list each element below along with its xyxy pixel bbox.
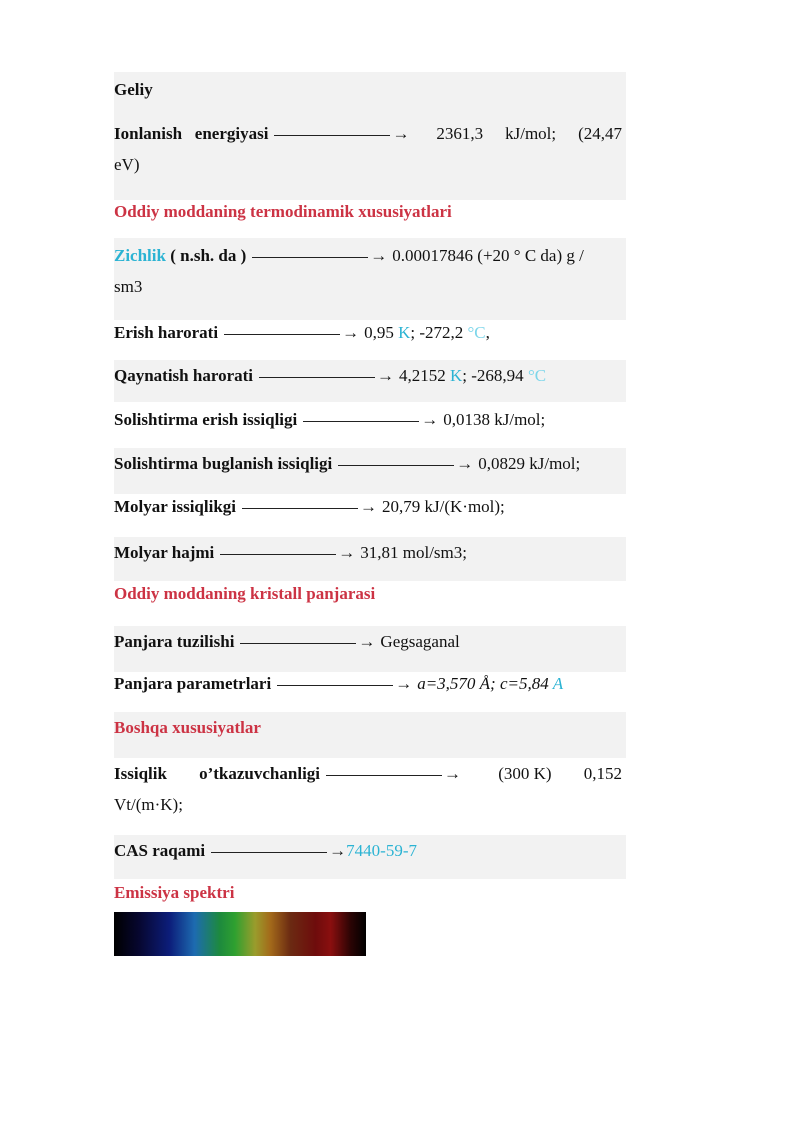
molar-volume-row	[114, 537, 626, 581]
ion-label: Ionlanish	[114, 124, 183, 143]
lattice-structure-row	[114, 626, 626, 672]
ion-ev-end: eV)	[114, 155, 140, 174]
leader-line	[274, 135, 390, 136]
arrow: →	[329, 841, 347, 860]
lattice-parameters-label: Panjara parametrlari	[114, 674, 272, 693]
arrow: →	[421, 410, 439, 429]
lattice-structure-value: Gegsaganal	[380, 632, 460, 651]
thermal-label-2: o’tkazuvchanligi	[199, 764, 321, 783]
lattice-structure-label: Panjara tuzilishi	[114, 632, 235, 651]
leader-line	[277, 685, 393, 686]
arrow: →	[456, 454, 474, 473]
thermal-unit: Vt/(m·K);	[114, 795, 183, 814]
arrow: →	[360, 497, 378, 516]
arrow: →	[392, 124, 410, 143]
ionization-row	[114, 118, 626, 180]
density-block	[114, 238, 626, 320]
melting-comma: ,	[485, 323, 490, 342]
element-name: Geliy	[114, 80, 153, 99]
molar-heat-value: 20,79 kJ/(K·mol);	[382, 497, 505, 516]
arrow: →	[395, 674, 413, 693]
cas-row	[114, 835, 626, 879]
melting-value-c: ; -272,2	[410, 323, 468, 342]
arrow: →	[370, 246, 388, 265]
density-label: ( n.sh. da )	[165, 246, 247, 265]
specific-vaporization-value: 0,0829 kJ/mol;	[478, 454, 581, 473]
lattice-parameters-row	[114, 668, 626, 699]
cas-number-link[interactable]: 7440-59-7	[346, 841, 417, 860]
leader-line	[303, 421, 419, 422]
angstrom-link[interactable]: A	[552, 674, 564, 693]
specific-vaporization-label: Solishtirma buglanish issiqligi	[114, 454, 333, 473]
thermal-label: Issiqlik	[114, 764, 167, 783]
density-unit: sm3	[114, 277, 143, 296]
ion-label-2: energiyasi	[194, 124, 269, 143]
celsius-link[interactable]: °C	[527, 366, 547, 385]
density-value: 0.00017846 (+20 ° C da) g /	[392, 246, 584, 265]
molar-volume-value: 31,81 mol/sm3;	[360, 543, 467, 562]
thermal-value: 0,152	[583, 764, 622, 783]
arrow: →	[444, 764, 462, 783]
section-heading-crystal: Oddiy moddaning kristall panjarasi	[114, 584, 376, 603]
ion-value: 2361,3	[436, 124, 484, 143]
molar-heat-label: Molyar issiqlikgi	[114, 497, 237, 516]
thermal-temp: (300 K)	[498, 764, 552, 783]
leader-line	[220, 554, 336, 555]
specific-melting-value: 0,0138 kJ/mol;	[443, 410, 546, 429]
geliy-block	[114, 72, 626, 200]
leader-line	[242, 508, 358, 509]
emission-spectrum-image	[114, 912, 366, 956]
leader-line	[211, 852, 327, 853]
arrow: →	[338, 543, 356, 562]
ion-unit: kJ/mol;	[505, 124, 557, 143]
celsius-link[interactable]: °C	[467, 323, 486, 342]
molar-volume-label: Molyar hajmi	[114, 543, 215, 562]
boiling-value-k: 4,2152	[399, 366, 451, 385]
specific-melting-label: Solishtirma erish issiqligi	[114, 410, 298, 429]
leader-line	[240, 643, 356, 644]
leader-line	[326, 775, 442, 776]
boiling-row	[114, 360, 626, 402]
melting-label: Erish harorati	[114, 323, 219, 342]
boiling-value-c: ; -268,94	[462, 366, 528, 385]
melting-value-k: 0,95	[364, 323, 399, 342]
arrow: →	[377, 366, 395, 385]
arrow: →	[358, 632, 376, 651]
specific-melting-row	[114, 404, 626, 435]
leader-line	[259, 377, 375, 378]
melting-row	[114, 317, 626, 348]
arrow: →	[342, 323, 360, 342]
specific-vaporization-row	[114, 448, 626, 494]
ion-ev: (24,47	[578, 124, 622, 143]
leader-line	[338, 465, 454, 466]
leader-line	[252, 257, 368, 258]
thermal-conductivity-block	[114, 758, 626, 820]
section-heading-other: Boshqa xususiyatlar	[114, 712, 626, 758]
density-link[interactable]: Zichlik	[114, 246, 166, 265]
section-heading-thermo: Oddiy moddaning termodinamik xususiyatlari	[114, 202, 452, 221]
leader-line	[224, 334, 340, 335]
lattice-parameters-value: a=3,570 Å; c=5,84	[417, 674, 553, 693]
molar-heat-row	[114, 491, 626, 522]
kelvin-link[interactable]: K	[450, 366, 463, 385]
cas-label: CAS raqami	[114, 841, 206, 860]
section-heading-spectrum: Emissiya spektri	[114, 883, 235, 902]
kelvin-link[interactable]: K	[398, 323, 411, 342]
boiling-label: Qaynatish harorati	[114, 366, 254, 385]
